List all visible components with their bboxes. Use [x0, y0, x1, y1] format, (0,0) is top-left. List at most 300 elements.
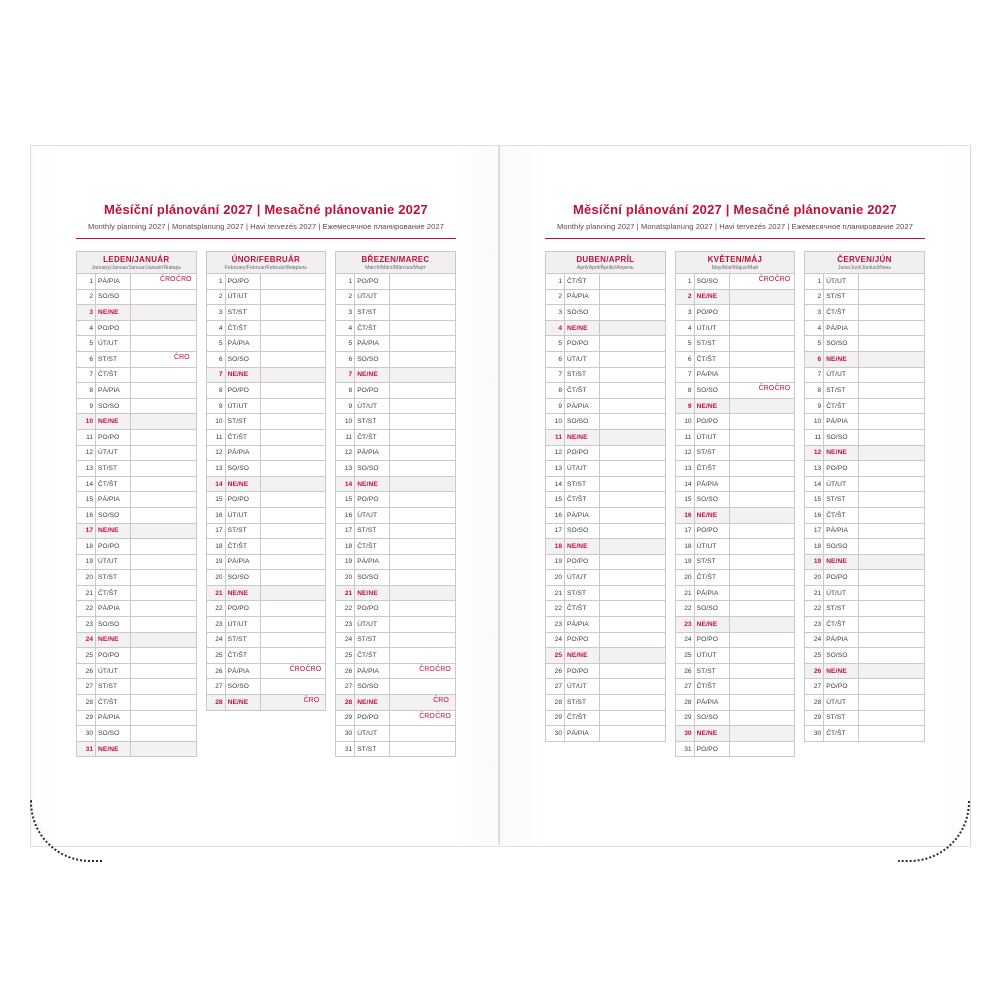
day-note-field[interactable]	[859, 679, 925, 695]
day-note-field[interactable]	[131, 492, 197, 508]
day-note-field[interactable]	[859, 710, 925, 726]
day-of-week: PO/PO	[694, 632, 729, 648]
day-note-field[interactable]	[390, 351, 456, 367]
day-note-field[interactable]	[131, 679, 197, 695]
day-note-field[interactable]	[729, 445, 795, 461]
day-note-field[interactable]	[390, 617, 456, 633]
day-note-field[interactable]	[260, 507, 326, 523]
day-note-field[interactable]	[131, 617, 197, 633]
day-note-field[interactable]	[390, 429, 456, 445]
day-note-field[interactable]	[729, 554, 795, 570]
day-of-week: SO/SO	[225, 570, 260, 586]
day-row	[546, 383, 666, 399]
day-note-field[interactable]	[729, 679, 795, 695]
day-of-week: PO/PO	[694, 414, 729, 430]
day-number: 29	[546, 710, 565, 726]
day-note-field[interactable]	[260, 632, 326, 648]
day-note-field[interactable]	[729, 305, 795, 321]
day-note-field[interactable]	[390, 663, 456, 679]
day-note-field[interactable]	[859, 617, 925, 633]
day-number: 28	[206, 695, 225, 711]
day-note-field[interactable]	[600, 367, 666, 383]
day-note-field[interactable]	[260, 461, 326, 477]
day-note-field[interactable]	[600, 507, 666, 523]
day-number: 17	[206, 523, 225, 539]
day-number: 12	[77, 445, 96, 461]
day-of-week: SO/SO	[694, 710, 729, 726]
day-row	[206, 445, 326, 461]
day-note-field[interactable]	[600, 445, 666, 461]
day-number: 19	[675, 554, 694, 570]
day-note-field[interactable]	[729, 710, 795, 726]
day-note-field[interactable]	[729, 320, 795, 336]
day-number: 26	[336, 663, 355, 679]
day-note-field[interactable]	[729, 414, 795, 430]
day-note-field[interactable]	[600, 305, 666, 321]
day-of-week: PO/PO	[824, 461, 859, 477]
day-note-field[interactable]	[859, 289, 925, 305]
day-note-field[interactable]	[390, 398, 456, 414]
day-note-field[interactable]	[260, 585, 326, 601]
day-note-field[interactable]	[600, 539, 666, 555]
day-note-field[interactable]	[260, 351, 326, 367]
day-note-field[interactable]	[390, 461, 456, 477]
day-note-field[interactable]	[260, 367, 326, 383]
day-number: 5	[675, 336, 694, 352]
day-note-field[interactable]	[729, 539, 795, 555]
day-note-field[interactable]	[131, 585, 197, 601]
day-of-week: PÁ/PIA	[96, 274, 131, 290]
day-note-field[interactable]	[131, 507, 197, 523]
day-note-field[interactable]	[859, 274, 925, 290]
day-note-field[interactable]	[859, 695, 925, 711]
day-note-field[interactable]	[131, 523, 197, 539]
day-row	[805, 476, 925, 492]
day-note-field[interactable]	[859, 429, 925, 445]
day-note-field[interactable]	[390, 476, 456, 492]
day-note-field[interactable]	[131, 445, 197, 461]
day-note-field[interactable]	[260, 274, 326, 290]
day-note-field[interactable]	[390, 445, 456, 461]
open-diary	[30, 145, 970, 845]
month-column	[76, 251, 197, 757]
day-note-field[interactable]	[859, 445, 925, 461]
day-of-week: SO/SO	[694, 601, 729, 617]
day-row	[336, 351, 456, 367]
day-note-field[interactable]	[131, 648, 197, 664]
day-row	[805, 601, 925, 617]
day-note-field[interactable]	[600, 461, 666, 477]
day-note-field[interactable]	[390, 741, 456, 757]
day-note-field[interactable]	[729, 461, 795, 477]
day-note-field[interactable]	[131, 554, 197, 570]
day-note-field[interactable]	[600, 585, 666, 601]
day-number: 23	[77, 617, 96, 633]
day-of-week: ČT/ŠT	[225, 429, 260, 445]
day-note-field[interactable]	[131, 320, 197, 336]
day-number: 27	[675, 679, 694, 695]
day-number: 20	[805, 570, 824, 586]
day-note-field[interactable]	[131, 663, 197, 679]
day-number: 7	[546, 367, 565, 383]
day-row	[805, 305, 925, 321]
day-note-field[interactable]	[859, 570, 925, 586]
day-number: 9	[675, 398, 694, 414]
day-note-field[interactable]	[729, 383, 795, 399]
day-note-field[interactable]	[600, 632, 666, 648]
day-number: 14	[206, 476, 225, 492]
month-name: BŘEZEN/MAREC	[361, 255, 430, 264]
day-note-field[interactable]	[131, 601, 197, 617]
day-note-field[interactable]	[600, 414, 666, 430]
day-number: 10	[206, 414, 225, 430]
day-of-week: NE/NE	[96, 632, 131, 648]
day-of-week: SO/SO	[565, 523, 600, 539]
day-note-field[interactable]	[600, 679, 666, 695]
day-note-field[interactable]	[390, 539, 456, 555]
day-note-field[interactable]	[859, 383, 925, 399]
day-number: 26	[77, 663, 96, 679]
day-note-field[interactable]	[260, 398, 326, 414]
day-row	[336, 710, 456, 726]
day-of-week: ČT/ŠT	[565, 274, 600, 290]
day-note-field[interactable]	[600, 336, 666, 352]
day-number: 14	[546, 476, 565, 492]
day-number: 14	[77, 476, 96, 492]
day-note-field[interactable]	[859, 476, 925, 492]
day-note-field[interactable]	[390, 414, 456, 430]
day-note-field[interactable]	[859, 320, 925, 336]
day-note-field[interactable]	[859, 554, 925, 570]
day-of-week: ÚT/UT	[355, 726, 390, 742]
day-note-field[interactable]	[260, 523, 326, 539]
left-page-divider	[76, 238, 456, 239]
day-note-field[interactable]	[859, 398, 925, 414]
day-row	[336, 617, 456, 633]
month-column	[804, 251, 925, 757]
day-row	[206, 351, 326, 367]
day-note-field[interactable]	[859, 367, 925, 383]
day-note-field[interactable]	[260, 445, 326, 461]
day-note-field[interactable]	[859, 351, 925, 367]
day-note-field[interactable]	[859, 461, 925, 477]
day-note-field[interactable]	[600, 726, 666, 742]
day-note-field[interactable]	[600, 554, 666, 570]
day-number: 11	[336, 429, 355, 445]
day-row	[805, 351, 925, 367]
day-note-field[interactable]	[600, 274, 666, 290]
day-note-field[interactable]	[600, 476, 666, 492]
day-note-field[interactable]	[600, 695, 666, 711]
holiday-mark: ČRO	[433, 697, 449, 705]
day-note-field[interactable]	[131, 274, 197, 290]
day-note-field[interactable]	[859, 414, 925, 430]
day-note-field[interactable]	[600, 648, 666, 664]
day-number: 3	[675, 305, 694, 321]
day-note-field[interactable]	[600, 383, 666, 399]
day-note-field[interactable]	[390, 679, 456, 695]
day-of-week: NE/NE	[355, 476, 390, 492]
day-row	[546, 710, 666, 726]
day-note-field[interactable]	[600, 492, 666, 508]
day-number: 1	[336, 274, 355, 290]
day-note-field[interactable]	[729, 741, 795, 757]
day-note-field[interactable]	[131, 726, 197, 742]
day-note-field[interactable]	[600, 523, 666, 539]
day-note-field[interactable]	[859, 507, 925, 523]
holiday-mark: ČRO	[303, 697, 320, 705]
day-note-field[interactable]	[859, 336, 925, 352]
day-row	[546, 351, 666, 367]
day-note-field[interactable]	[131, 632, 197, 648]
day-of-week: SO/SO	[96, 398, 131, 414]
day-note-field[interactable]	[600, 570, 666, 586]
day-note-field[interactable]	[390, 523, 456, 539]
day-note-field[interactable]	[859, 492, 925, 508]
day-number: 13	[546, 461, 565, 477]
day-note-field[interactable]	[131, 398, 197, 414]
day-note-field[interactable]	[260, 617, 326, 633]
day-note-field[interactable]	[859, 663, 925, 679]
day-note-field[interactable]	[260, 383, 326, 399]
day-note-field[interactable]	[859, 305, 925, 321]
day-number: 29	[805, 710, 824, 726]
day-note-field[interactable]	[260, 429, 326, 445]
day-note-field[interactable]	[859, 585, 925, 601]
day-note-field[interactable]	[390, 492, 456, 508]
day-note-field[interactable]	[131, 414, 197, 430]
day-note-field[interactable]	[131, 461, 197, 477]
day-note-field[interactable]	[390, 601, 456, 617]
day-note-field[interactable]	[131, 289, 197, 305]
day-note-field[interactable]	[390, 570, 456, 586]
day-note-field[interactable]	[729, 601, 795, 617]
day-of-week: ČT/ŠT	[824, 507, 859, 523]
day-row	[805, 492, 925, 508]
day-note-field[interactable]	[729, 570, 795, 586]
day-note-field[interactable]	[390, 648, 456, 664]
day-of-week: ČT/ŠT	[96, 695, 131, 711]
day-note-field[interactable]	[260, 305, 326, 321]
day-note-field[interactable]	[390, 367, 456, 383]
day-note-field[interactable]	[390, 336, 456, 352]
day-number: 16	[206, 507, 225, 523]
day-note-field[interactable]	[131, 336, 197, 352]
day-note-field[interactable]	[600, 617, 666, 633]
day-row	[336, 445, 456, 461]
day-row	[805, 648, 925, 664]
day-row	[546, 320, 666, 336]
day-row	[77, 648, 197, 664]
day-note-field[interactable]	[729, 429, 795, 445]
day-note-field[interactable]	[859, 726, 925, 742]
day-number: 20	[546, 570, 565, 586]
day-note-field[interactable]	[390, 383, 456, 399]
day-of-week: PÁ/PIA	[355, 336, 390, 352]
day-number: 18	[206, 539, 225, 555]
day-row	[546, 601, 666, 617]
day-note-field[interactable]	[729, 695, 795, 711]
holiday-mark: ČRO	[305, 665, 322, 673]
day-of-week: ÚT/UT	[355, 398, 390, 414]
day-note-field[interactable]	[390, 289, 456, 305]
day-note-field[interactable]	[600, 398, 666, 414]
day-note-field[interactable]	[390, 305, 456, 321]
day-note-field[interactable]	[131, 741, 197, 757]
day-number: 11	[675, 429, 694, 445]
day-note-field[interactable]	[729, 726, 795, 742]
day-note-field[interactable]	[390, 585, 456, 601]
day-note-field[interactable]	[260, 336, 326, 352]
day-note-field[interactable]	[260, 289, 326, 305]
day-note-field[interactable]	[390, 632, 456, 648]
day-of-week: NE/NE	[96, 523, 131, 539]
day-row	[336, 570, 456, 586]
day-of-week: NE/NE	[824, 351, 859, 367]
day-number: 17	[77, 523, 96, 539]
day-number: 11	[77, 429, 96, 445]
day-row	[77, 632, 197, 648]
day-note-field[interactable]	[390, 695, 456, 711]
day-note-field[interactable]	[729, 336, 795, 352]
day-of-week: ST/ST	[225, 305, 260, 321]
day-note-field[interactable]	[600, 663, 666, 679]
day-note-field[interactable]	[260, 492, 326, 508]
day-note-field[interactable]	[729, 663, 795, 679]
day-row	[546, 663, 666, 679]
day-row	[675, 632, 795, 648]
day-of-week: ČT/ŠT	[565, 710, 600, 726]
day-note-field[interactable]	[729, 523, 795, 539]
day-row	[206, 617, 326, 633]
day-note-field[interactable]	[390, 274, 456, 290]
day-note-field[interactable]	[390, 507, 456, 523]
day-note-field[interactable]	[600, 601, 666, 617]
day-note-field[interactable]	[390, 320, 456, 336]
day-number: 10	[675, 414, 694, 430]
day-number: 18	[805, 539, 824, 555]
day-note-field[interactable]	[131, 570, 197, 586]
day-note-field[interactable]	[729, 289, 795, 305]
day-note-field[interactable]	[729, 648, 795, 664]
day-note-field[interactable]	[260, 414, 326, 430]
right-page-divider	[545, 238, 925, 239]
day-row	[206, 539, 326, 555]
day-note-field[interactable]	[859, 648, 925, 664]
day-note-field[interactable]	[131, 305, 197, 321]
day-row	[206, 648, 326, 664]
day-note-field[interactable]	[260, 570, 326, 586]
day-row	[336, 398, 456, 414]
day-note-field[interactable]	[260, 320, 326, 336]
day-number: 30	[77, 726, 96, 742]
day-note-field[interactable]	[131, 367, 197, 383]
day-of-week: ST/ST	[355, 741, 390, 757]
day-number: 23	[805, 617, 824, 633]
month-name: DUBEN/APRÍL	[576, 255, 635, 264]
day-note-field[interactable]	[729, 507, 795, 523]
day-number: 13	[206, 461, 225, 477]
day-note-field[interactable]	[260, 601, 326, 617]
day-note-field[interactable]	[859, 523, 925, 539]
day-number: 22	[805, 601, 824, 617]
day-row	[77, 305, 197, 321]
day-note-field[interactable]	[260, 539, 326, 555]
day-note-field[interactable]	[600, 429, 666, 445]
day-note-field[interactable]	[260, 679, 326, 695]
day-note-field[interactable]	[729, 492, 795, 508]
day-of-week: SO/SO	[565, 305, 600, 321]
left-page-title: Měsíční plánování 2027 | Mesačné plánovanie 2027	[104, 202, 428, 217]
month-table	[76, 273, 197, 757]
day-of-week: ÚT/UT	[96, 554, 131, 570]
day-of-week: ÚT/UT	[96, 663, 131, 679]
day-note-field[interactable]	[859, 601, 925, 617]
day-of-week: ÚT/UT	[225, 289, 260, 305]
day-note-field[interactable]	[729, 274, 795, 290]
day-note-field[interactable]	[390, 554, 456, 570]
day-number: 17	[546, 523, 565, 539]
day-note-field[interactable]	[600, 710, 666, 726]
day-note-field[interactable]	[729, 476, 795, 492]
day-number: 3	[206, 305, 225, 321]
day-note-field[interactable]	[131, 383, 197, 399]
month-translations: February/Februar/Február/Февраль	[224, 265, 308, 271]
day-note-field[interactable]	[131, 710, 197, 726]
day-note-field[interactable]	[131, 695, 197, 711]
day-note-field[interactable]	[859, 539, 925, 555]
day-note-field[interactable]	[729, 617, 795, 633]
day-note-field[interactable]	[131, 476, 197, 492]
right-page-title: Měsíční plánování 2027 | Mesačné plánovanie 2027	[573, 202, 897, 217]
day-row	[336, 695, 456, 711]
day-row	[546, 617, 666, 633]
left-month-columns	[76, 251, 456, 757]
day-note-field[interactable]	[390, 710, 456, 726]
day-note-field[interactable]	[390, 726, 456, 742]
day-note-field[interactable]	[260, 695, 326, 711]
day-note-field[interactable]	[729, 351, 795, 367]
day-row	[805, 710, 925, 726]
day-note-field[interactable]	[260, 663, 326, 679]
day-note-field[interactable]	[729, 585, 795, 601]
day-note-field[interactable]	[131, 429, 197, 445]
day-of-week: ČT/ŠT	[96, 367, 131, 383]
day-note-field[interactable]	[260, 554, 326, 570]
day-number: 30	[675, 726, 694, 742]
day-row	[805, 554, 925, 570]
day-row	[805, 679, 925, 695]
day-note-field[interactable]	[260, 476, 326, 492]
day-note-field[interactable]	[131, 539, 197, 555]
day-row	[675, 663, 795, 679]
day-number: 22	[546, 601, 565, 617]
day-row	[77, 445, 197, 461]
day-of-week: SO/SO	[96, 507, 131, 523]
day-note-field[interactable]	[600, 320, 666, 336]
month-table	[804, 273, 925, 742]
day-note-field[interactable]	[729, 398, 795, 414]
day-note-field[interactable]	[600, 351, 666, 367]
day-note-field[interactable]	[859, 632, 925, 648]
day-of-week: ST/ST	[694, 445, 729, 461]
day-note-field[interactable]	[600, 289, 666, 305]
day-note-field[interactable]	[131, 351, 197, 367]
day-of-week: SO/SO	[694, 274, 729, 290]
day-note-field[interactable]	[729, 367, 795, 383]
day-note-field[interactable]	[260, 648, 326, 664]
day-note-field[interactable]	[729, 632, 795, 648]
